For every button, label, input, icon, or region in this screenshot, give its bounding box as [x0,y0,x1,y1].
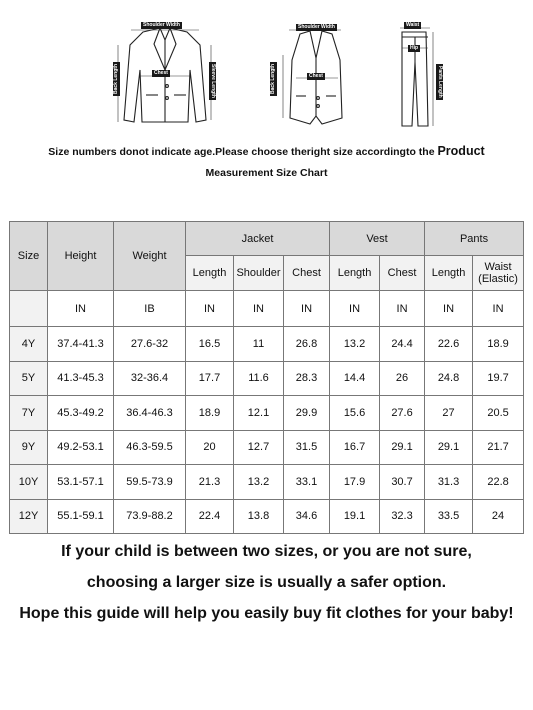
unit-cell: IN [48,291,114,327]
value-cell: 41.3-45.3 [48,361,114,396]
value-cell: 32.3 [380,499,425,534]
value-cell: 49.2-53.1 [48,430,114,465]
unit-cell: IB [114,291,186,327]
value-cell: 45.3-49.2 [48,396,114,431]
value-cell: 24.8 [425,361,473,396]
value-cell: 22.6 [425,327,473,362]
value-cell: 14.4 [330,361,380,396]
value-cell: 24 [473,499,524,534]
value-cell: 53.1-57.1 [48,465,114,500]
header-jacket: Jacket [186,222,330,256]
value-cell: 20.5 [473,396,524,431]
value-cell: 32-36.4 [114,361,186,396]
value-cell: 59.5-73.9 [114,465,186,500]
size-rows [10,327,524,534]
value-cell: 29.9 [284,396,330,431]
value-cell: 36.4-46.3 [114,396,186,431]
value-cell: 17.7 [186,361,234,396]
value-cell: 11.6 [234,361,284,396]
notice-line-1 [0,144,533,158]
vest-shoulder-tag: Shoulder Width [298,24,335,30]
unit-cell: IN [284,291,330,327]
chest-tag: Chest [154,70,168,76]
value-cell: 30.7 [380,465,425,500]
unit-cell: IN [425,291,473,327]
value-cell: 22.4 [186,499,234,534]
value-cell: 11 [234,327,284,362]
size-cell: 10Y [10,465,48,500]
back-length-tag: Back Length [113,63,119,94]
value-cell: 21.3 [186,465,234,500]
table-row [10,361,524,396]
value-cell: 17.9 [330,465,380,500]
shoulder-width-tag: Shoulder Width [143,22,180,28]
footer-line-1: If your child is between two sizes, or you are not sure, [61,543,472,560]
sub-jacket-chest: Chest [284,256,330,291]
vest-chest-tag: Chest [309,73,323,79]
header-pants: Pants [425,222,524,256]
value-cell: 26.8 [284,327,330,362]
value-cell: 16.5 [186,327,234,362]
unit-cell: IN [473,291,524,327]
pants-length-tag: Pants Length [437,66,443,98]
unit-cell: IN [234,291,284,327]
sub-vest-length: Length [330,256,380,291]
notice-text: Size numbers donot indicate age.Please choose theright size accordingto the [48,146,435,158]
value-cell: 27.6-32 [114,327,186,362]
value-cell: 34.6 [284,499,330,534]
value-cell: 27.6 [380,396,425,431]
value-cell: 13.8 [234,499,284,534]
size-cell: 5Y [10,361,48,396]
value-cell: 12.1 [234,396,284,431]
value-cell: 29.1 [425,430,473,465]
table-row [10,499,524,534]
table-row [10,327,524,362]
value-cell: 18.9 [186,396,234,431]
unit-size-blank [10,291,48,327]
sub-jacket-length: Length [186,256,234,291]
value-cell: 13.2 [330,327,380,362]
unit-cell: IN [186,291,234,327]
value-cell: 33.1 [284,465,330,500]
vest-back-length-tag: Back Length [270,63,276,94]
value-cell: 29.1 [380,430,425,465]
size-cell: 12Y [10,499,48,534]
table-row [10,465,524,500]
value-cell: 55.1-59.1 [48,499,114,534]
sub-jacket-shoulder: Shoulder [234,256,284,291]
sub-vest-chest: Chest [380,256,425,291]
sub-pants-length: Length [425,256,473,291]
header-weight: Weight [114,222,186,291]
unit-cell: IN [330,291,380,327]
value-cell: 26 [380,361,425,396]
value-cell: 28.3 [284,361,330,396]
value-cell: 16.7 [330,430,380,465]
sleeve-length-tag: Sleeve Length [210,64,216,98]
value-cell: 31.3 [425,465,473,500]
notice-product: Product [437,144,485,158]
table-row [10,430,524,465]
footer-line-2: choosing a larger size is usually a safer option. [86,574,447,591]
hip-tag: Hip [410,45,419,51]
value-cell: 15.6 [330,396,380,431]
unit-cell: IN [380,291,425,327]
garment-illustrations [0,0,533,140]
value-cell: 21.7 [473,430,524,465]
value-cell: 73.9-88.2 [114,499,186,534]
header-height: Height [48,222,114,291]
value-cell: 46.3-59.5 [114,430,186,465]
value-cell: 22.8 [473,465,524,500]
value-cell: 12.7 [234,430,284,465]
size-cell: 7Y [10,396,48,431]
table-row [10,396,524,431]
size-chart-table [9,221,524,534]
value-cell: 37.4-41.3 [48,327,114,362]
header-size: Size [10,222,48,291]
header-vest: Vest [330,222,425,256]
value-cell: 24.4 [380,327,425,362]
size-cell: 9Y [10,430,48,465]
garment-drawings [0,0,533,140]
sub-pants-waist: Waist (Elastic) [473,256,524,291]
value-cell: 27 [425,396,473,431]
value-cell: 18.9 [473,327,524,362]
value-cell: 31.5 [284,430,330,465]
footer-line-3: Hope this guide will help you easily buy fit clothes for your baby! [19,605,514,622]
value-cell: 19.7 [473,361,524,396]
waist-tag: Waist [406,22,420,28]
value-cell: 33.5 [425,499,473,534]
notice-line-2: Measurement Size Chart [205,167,328,179]
value-cell: 20 [186,430,234,465]
value-cell: 19.1 [330,499,380,534]
size-cell: 4Y [10,327,48,362]
value-cell: 13.2 [234,465,284,500]
